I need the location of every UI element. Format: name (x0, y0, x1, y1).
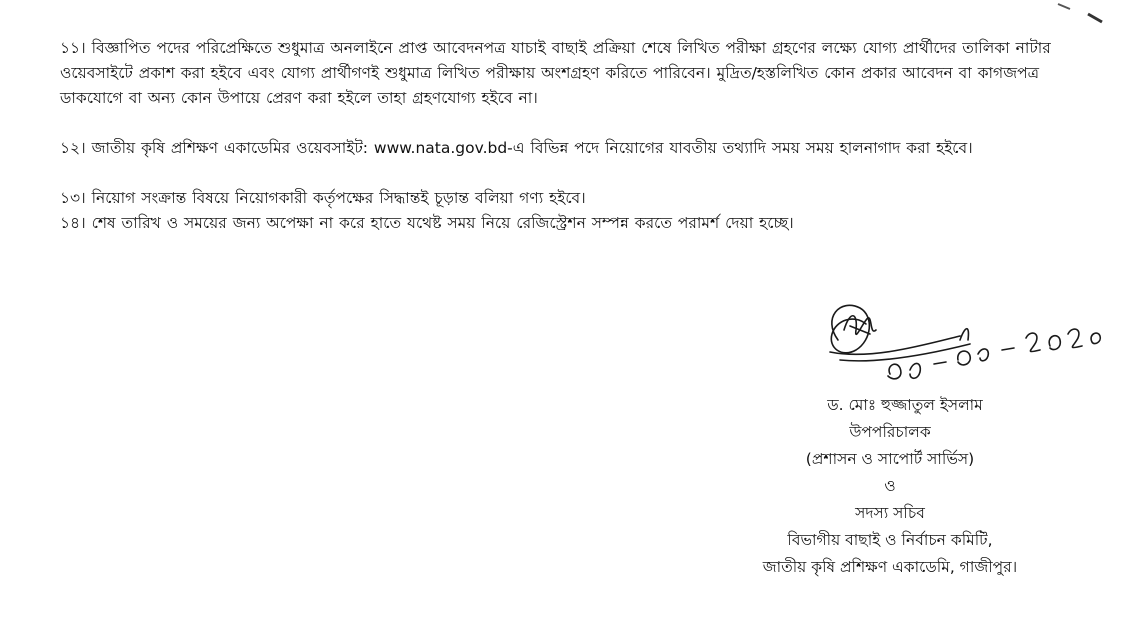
signatory-role: সদস্য সচিব (855, 504, 925, 522)
paragraph-14: ১৪। শেষ তারিখ ও সময়ের জন্য অপেক্ষা না করে হাতে যথেষ্ট সময় নিয়ে রেজিস্ট্রেশন সম্পন্ন করতে পরামর্শ দেয়া হচ্ছে। (60, 214, 794, 232)
paragraph-12: ১২। জাতীয় কৃষি প্রশিক্ষণ একাডেমির ওয়েবসাইট: www.nata.gov.bd-এ বিভিন্ন পদে নিয়োগের যাবতীয় তথ্যাদি সময় সময় হালনাগাদ করা হইবে। (60, 139, 973, 157)
handwritten-signature (810, 290, 1110, 400)
scan-mark-icon (1050, 0, 1110, 30)
signatory-department: (প্রশাসন ও সাপোর্ট সার্ভিস) (805, 450, 975, 468)
committee-name: বিভাগীয় বাছাই ও নির্বাচন কমিটি, (787, 531, 993, 549)
signature-block (700, 392, 1080, 581)
paragraph-13: ১৩। নিয়োগ সংক্রান্ত বিষয়ে নিয়োগকারী কর্তৃপক্ষের সিদ্ধান্তই চূড়ান্ত বলিয়া গণ্য হইবে। (60, 189, 586, 207)
signatory-conjunction: ও (884, 477, 896, 495)
signatory-designation: উপপরিচালক (849, 423, 931, 441)
paragraph-11: ১১। বিজ্ঞাপিত পদের পরিপ্রেক্ষিতে শুধুমাত্র অনলাইনে প্রাপ্ত আবেদনপত্র যাচাই বাছাই প্রক্রিয়া শেষে লিখিত পরীক্ষা গ্রহণের লক্ষ্যে যোগ্য প্রার্থীদের তালিকা নাটার ওয়েবসাইটে প্রকাশ করা হইবে এবং যোগ্য প্রার্থীগণই শুধুমাত্র লিখিত পরীক্ষায় অংশগ্রহণ করিতে পারিবেন। মুদ্রিত/হস্তলিখিত কোন প্রকার আবেদন বা কাগজপত্র ডাকযোগে বা অন্য কোন উপায়ে প্রেরণ করা হইলে তাহা গ্রহণযোগ্য হইবে না। (60, 39, 1051, 107)
signatory-name: ড. মোঃ হুজ্জাতুল ইসলাম (827, 396, 983, 414)
organization-name: জাতীয় কৃষি প্রশিক্ষণ একাডেমি, গাজীপুর। (762, 558, 1018, 576)
